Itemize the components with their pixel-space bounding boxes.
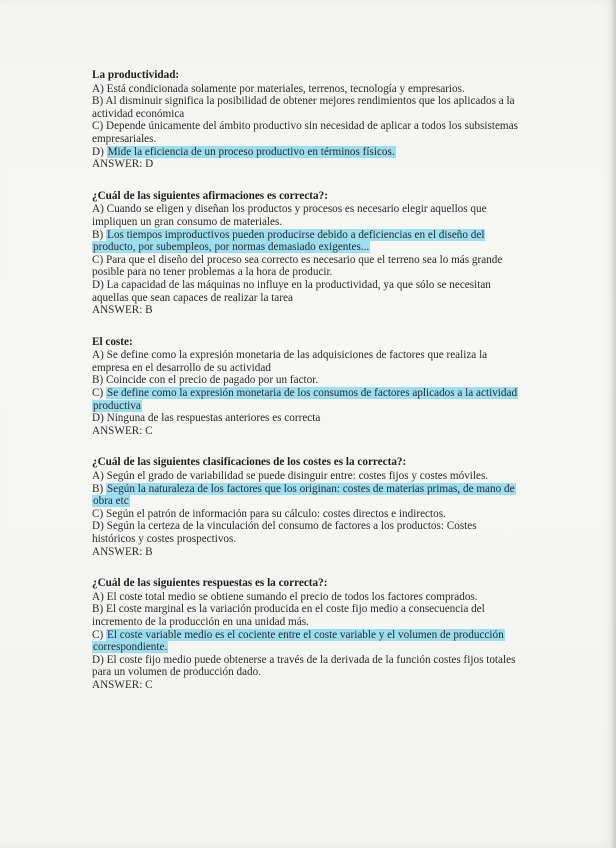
option-c [92,254,518,279]
question-block-5 [92,577,518,691]
option-letter: A) [92,349,107,362]
question-title: ¿Cuál de las siguientes respuestas es la correcta?: [92,577,328,590]
highlighted-option-text: Los tiempos improductivos pueden producirse debido a deficiencias en el diseño del producto, por subempleos, por normas demasiado exigentes... [93,228,485,254]
option-a [92,349,518,374]
question-title: ¿Cuál de las siguientes clasificaciones de los costes es la correcta?: [92,456,407,469]
option-letter: B) [92,374,106,387]
answer-line: ANSWER: C [92,424,153,437]
option-letter: D) [92,520,107,533]
highlighted-option-text: Mide la eficiencia de un proceso productivo en términos físicos. [107,145,395,158]
answer-line: ANSWER: C [92,678,153,691]
option-a [92,591,518,604]
option-text: El coste fijo medio puede obtenerse a través de la derivada de la función costes fijos totales para un volumen de producción dado. [92,653,516,679]
question-block-2 [92,190,518,317]
document-body [92,69,518,711]
question-block-1 [92,69,518,171]
option-c [92,508,518,521]
option-a [92,83,518,96]
question-title: La productividad: [92,69,180,81]
option-d [92,412,518,425]
option-text: Cuando se eligen y diseñan los productos y procesos es necesario elegir aquellos que impliquen un gran consumo de materiales. [92,203,487,228]
answer-line: ANSWER: D [92,158,154,171]
option-letter: B) [92,603,106,616]
question-title: ¿Cuál de las siguientes afirmaciones es correcta?: [92,189,328,202]
option-letter: C) [92,628,106,641]
option-letter: B) [92,95,106,108]
option-d [92,279,518,304]
option-d [92,520,518,545]
highlighted-option-text: Según la naturaleza de los factores que los originan: costes de materias primas, de mano de obra etc [93,482,515,508]
option-text: La capacidad de las máquinas no influye en la productividad, ya que sólo se necesitan aquellas que sean capaces de realizar la tarea [92,278,491,304]
option-text: Según la certeza de la vinculación del consumo de factores a los productos: Costes históricos y costes prospectivos. [92,520,477,545]
option-letter: B) [92,482,106,495]
option-letter: D) [92,653,107,666]
highlighted-option-text: El coste variable medio es el cociente entre el coste variable y el volumen de producción correspondiente. [93,628,504,654]
option-letter: C) [92,507,106,520]
option-text: El coste total medio se obtiene sumando el precio de todos los factores comprados. [106,590,478,603]
option-text: Al disminuir significa la posibilidad de obtener mejores rendimientos que los aplicados a la actividad económica [92,95,515,120]
option-d [92,654,518,679]
option-text: El coste marginal es la variación producida en el coste fijo medio a consecuencia del incremento de la producción en una unidad más. [92,603,485,628]
option-text: Coincide con el precio de pagado por un factor. [105,374,319,387]
option-b [92,603,518,628]
option-letter: C) [92,387,106,400]
option-d [92,146,518,159]
option-c [92,629,518,654]
option-letter: C) [92,253,106,266]
option-letter: A) [92,470,107,483]
option-b [92,95,518,120]
option-text: Según el grado de variabilidad se puede disinguir entre: costes fijos y costes móviles. [106,470,489,483]
option-text: Depende únicamente del ámbito productivo sin necesidad de aplicar a todos los subsistemas empresariales. [92,120,518,145]
option-text: Está condicionada solamente por materiales, terrenos, tecnología y empresarios. [106,82,465,95]
option-letter: A) [92,82,107,95]
option-c [92,387,518,412]
question-block-3 [92,336,518,438]
option-letter: A) [92,203,107,216]
option-a [92,203,518,228]
option-text: Para que el diseño del proceso sea correcto es necesario que el terreno sea lo más grande posible para no tener problemas a la hora de producir. [92,253,503,279]
answer-line: ANSWER: B [92,304,153,317]
option-letter: D) [92,412,107,425]
option-letter: B) [92,228,106,241]
option-text: Se define como la expresión monetaria de las adquisiciones de factores que realiza la empresa en el desarrollo de su actividad [92,349,488,374]
option-c [92,120,518,145]
option-letter: C) [92,120,106,133]
question-title: El coste: [92,335,133,348]
question-block-4 [92,456,518,558]
answer-line: ANSWER: B [92,545,153,558]
option-a [92,470,518,483]
option-letter: D) [92,278,107,291]
option-b [92,229,518,254]
option-letter: D) [92,145,107,158]
highlighted-option-text: Se define como la expresión monetaria de los consumos de factores aplicados a la actividad productiva [93,387,518,412]
option-b [92,483,518,508]
page-edge-shadow [610,0,616,848]
option-text: Ninguna de las respuestas anteriores es correcta [106,412,321,425]
option-letter: A) [92,590,107,603]
option-b [92,374,518,387]
option-text: Según el patrón de información para su cálculo: costes directos e indirectos. [105,507,446,520]
